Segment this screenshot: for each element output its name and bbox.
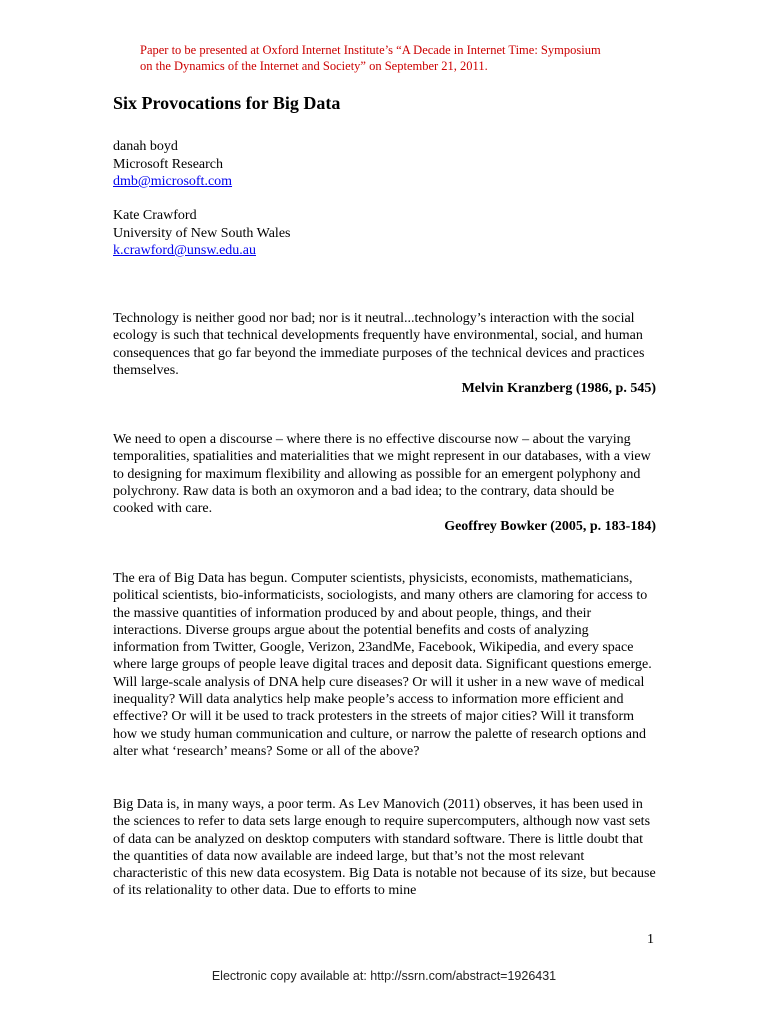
electronic-copy-footer: Electronic copy available at: http://ssrn.com/abstract=1926431 bbox=[211, 969, 557, 983]
author-block bbox=[113, 138, 232, 191]
epigraph bbox=[113, 431, 656, 536]
epigraph-attribution: Melvin Kranzberg (1986, p. 545) bbox=[461, 381, 656, 397]
author-block bbox=[113, 207, 290, 260]
epigraph-text: Technology is neither good nor bad; nor is it neutral...technology’s interaction with the social ecology is such that technical developments frequently have environmental, social, and human consequences that go far beyond the immediate purposes of the technical devices and practices themselves. bbox=[113, 311, 645, 378]
author-email-link[interactable]: dmb@microsoft.com bbox=[113, 174, 233, 189]
presentation-note-line: Paper to be presented at Oxford Internet Institute’s “A Decade in Internet Time: Symposium bbox=[140, 43, 601, 57]
epigraph-text: We need to open a discourse – where there is no effective discourse now – about the varying temporalities, spatialities and materialities that we might represent in our databases, with a view to designing for maximum flexibility and allowing as possible for an emergent polyphony and polychrony. Raw data is both an oxymoron and a bad idea; to the contrary, data should be cooked with care. bbox=[113, 432, 651, 517]
presentation-note bbox=[140, 43, 660, 74]
author-name: danah boyd bbox=[113, 139, 178, 154]
author-affiliation: Microsoft Research bbox=[113, 156, 224, 172]
presentation-note-line: on the Dynamics of the Internet and Society” on September 21, 2011. bbox=[140, 58, 488, 73]
author-email-link[interactable]: k.crawford@unsw.edu.au bbox=[113, 243, 256, 258]
page-number: 1 bbox=[647, 932, 654, 947]
epigraph bbox=[113, 310, 656, 397]
author-name: Kate Crawford bbox=[113, 208, 197, 223]
paper-title: Six Provocations for Big Data bbox=[113, 93, 341, 113]
author-affiliation: University of New South Wales bbox=[113, 225, 291, 241]
epigraph-attribution: Geoffrey Bowker (2005, p. 183-184) bbox=[444, 519, 656, 535]
body-paragraph: Big Data is, in many ways, a poor term. As Lev Manovich (2011) observes, it has been used in the sciences to refer to data sets large enough to require supercomputers, although now vast sets of data can be analyzed on desktop computers with standard software. There is little doubt that the quantities of data now available are indeed large, but that’s not the most relevant characteristic of this new data ecosystem. Big Data is notable not because of its size, but because of its relationality to other data. Due to efforts to mine bbox=[113, 797, 656, 899]
body-paragraph: The era of Big Data has begun. Computer scientists, physicists, economists, mathematicians, political scientists, bio-informaticists, sociologists, and many others are clamoring for access to the massive quantities of information produced by and about people, things, and their interactions. Diverse groups argue about the potential benefits and costs of analyzing information from Twitter, Google, Verizon, 23andMe, Facebook, Wikipedia, and every space where large groups of people leave digital traces and deposit data. Significant questions emerge. Will large-scale analysis of DNA help cure diseases? Or will it usher in a new wave of medical inequality? Will data analytics help make people’s access to information more efficient and effective? Or will it be used to track protesters in the streets of major cities? Will it transform how we study human communication and culture, or narrow the palette of research options and alter what ‘research’ means? Some or all of the above? bbox=[113, 571, 652, 759]
